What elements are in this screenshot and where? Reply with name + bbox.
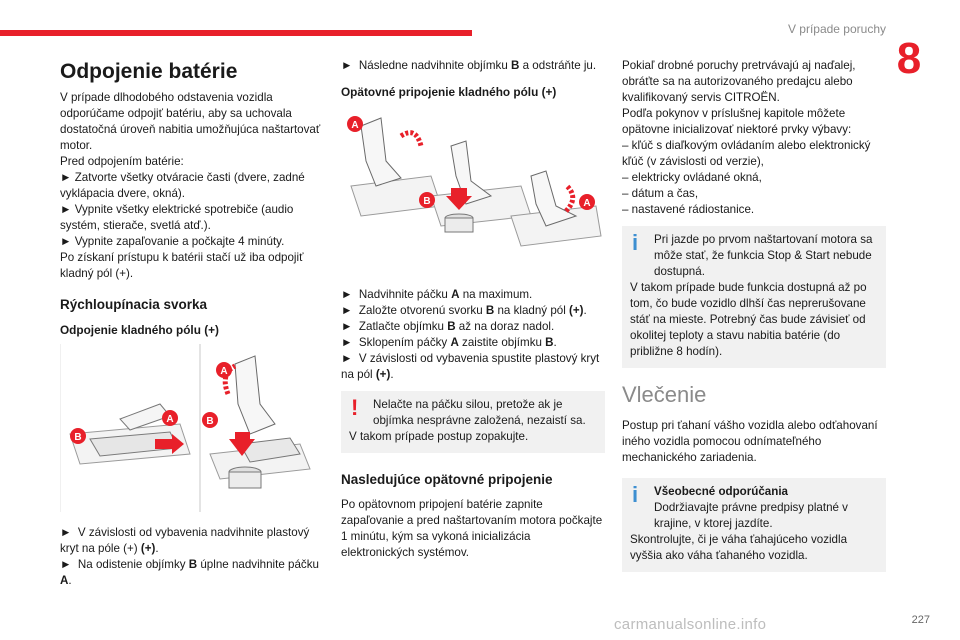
callout-a: A: [166, 414, 174, 425]
subtitle-reconnect: Opätovné pripojenie kladného pólu (+): [341, 85, 557, 99]
dash-item: – kľúč s diaľkovým ovládaním alebo elektronický kľúč (v závislosti od verzie),: [622, 138, 886, 170]
section-title: V prípade poruchy: [787, 22, 886, 36]
callout-a: A: [583, 198, 591, 209]
dash-item: – elektricky ovládané okná,: [622, 170, 886, 186]
dash-item: – dátum a čas,: [622, 186, 886, 202]
step-item: ► Následne nadvihnite objímku B a odstráňte ju.: [341, 59, 597, 72]
dash-item: – nastavené rádiostanice.: [622, 202, 886, 218]
info-title: Všeobecné odporúčania: [654, 485, 789, 498]
info-box: [622, 226, 886, 368]
step-item: ► V závislosti od vybavenia spustite plastový kryt na pól (+).: [341, 352, 600, 381]
info-text: Dodržiavajte právne predpisy platné v krajine, v ktorej jazdíte.: [654, 501, 848, 530]
before-text: Pred odpojením batérie:: [60, 155, 184, 168]
step-item: ► Na odistenie objímky B úplne nadvihnite páčku A.: [60, 558, 319, 587]
warning-text: Nelačte na páčku silou, pretože ak je objímka nesprávne založená, nezaistí sa.: [373, 398, 586, 427]
subtitle-subsequent: Nasledujúce opätovné pripojenie: [341, 472, 553, 487]
clamp-illustration-1: [60, 344, 326, 517]
step-item: ► Založte otvorenú svorku B na kladný pól (+).: [341, 304, 587, 317]
column-2: [341, 52, 605, 561]
callout-a: A: [220, 366, 228, 377]
callout-b: B: [74, 432, 82, 443]
warning-tail: V takom prípade postup zopakujte.: [349, 430, 529, 443]
page-number: 227: [911, 614, 930, 626]
subsubtitle-disconnect: Odpojenie kladného pólu (+): [60, 323, 219, 337]
step-item: ► Zatlačte objímku B až na doraz nadol.: [341, 320, 555, 333]
warning-icon: !: [351, 395, 359, 420]
info-tail: Skontrolujte, či je váha ťahajúceho vozidla vyššia ako váha ťahaného vozidla.: [630, 533, 848, 562]
step-item: ► Vypnite zapaľovanie a počkajte 4 minúty.: [60, 234, 326, 250]
towing-intro: Postup pri ťahaní vášho vozidla alebo odťahovaní iného vozidla pomocou odnímateľného mechanického zariadenia.: [622, 419, 878, 464]
callout-a: A: [351, 120, 359, 131]
info-icon: i: [632, 482, 639, 507]
step-item: ► Zatvorte všetky otváracie časti (dvere, zadné vyklápacia dvere, okná).: [60, 170, 326, 202]
step-item: ► V závislosti od vybavenia nadvihnite plastový kryt na póle (+) (+).: [60, 526, 310, 555]
info-box: [622, 478, 886, 572]
title-battery-disconnect: Odpojenie batérie: [60, 60, 238, 83]
warning-box: [341, 391, 605, 453]
intro-text: V prípade dlhodobého odstavenia vozidla odporúčame odpojiť batériu, aby sa uchovala dostatočná úroveň nabitia umožňujúca naštartovať motor.: [60, 91, 321, 152]
column-3: [622, 52, 886, 576]
callout-b: B: [206, 416, 214, 427]
paragraph: Pokiaľ drobné poruchy pretrvávajú aj naďalej, obráťte sa na autorizovaného predajcu alebo kvalifikovaný servis CITROËN.: [622, 59, 856, 104]
step-item: ► Nadvihnite páčku A na maximum.: [341, 288, 533, 301]
column-1: [60, 52, 326, 589]
subtitle-quick-clamp: Rýchloupínacia svorka: [60, 297, 208, 312]
after-text: Po opätovnom pripojení batérie zapnite zapaľovanie a pred naštartovaním motora počkajte 1 minútu, kým sa vykoná inicializácia elektronických systémov.: [341, 498, 603, 559]
info-text: Pri jazde po prvom naštartovaní motora sa môže stať, že funkcia Stop & Start nebude dostupná.: [654, 233, 873, 278]
header-accent-bar: [0, 30, 472, 36]
info-icon: i: [632, 230, 639, 255]
after-text: Po získaní prístupu k batérii stačí už iba odpojiť kladný pól (+).: [60, 251, 304, 280]
paragraph: Podľa pokynov v príslušnej kapitole môžete opätovne inicializovať niektoré prvky výbavy:: [622, 107, 852, 136]
step-item: ► Vypnite všetky elektrické spotrebiče (audio systém, stierače, svetlá atď.).: [60, 202, 326, 234]
callout-b: B: [423, 196, 431, 207]
info-tail: V takom prípade bude funkcia dostupná až po tom, čo bude vozidlo dlhší čas neprerušovane stáť na mieste. Potrebný čas bude závisieť od okolitej teploty a stavu nabitia batérie (do približne 8 hodín).: [630, 281, 867, 358]
title-towing: Vlečenie: [622, 382, 707, 407]
chapter-number: 8: [896, 34, 922, 83]
step-item: ► Sklopením páčky A zaistite objímku B.: [341, 336, 557, 349]
clamp-illustration-2: [341, 106, 605, 279]
chapter-badge: [884, 36, 934, 82]
watermark: carmanualsonline.info: [614, 616, 767, 633]
